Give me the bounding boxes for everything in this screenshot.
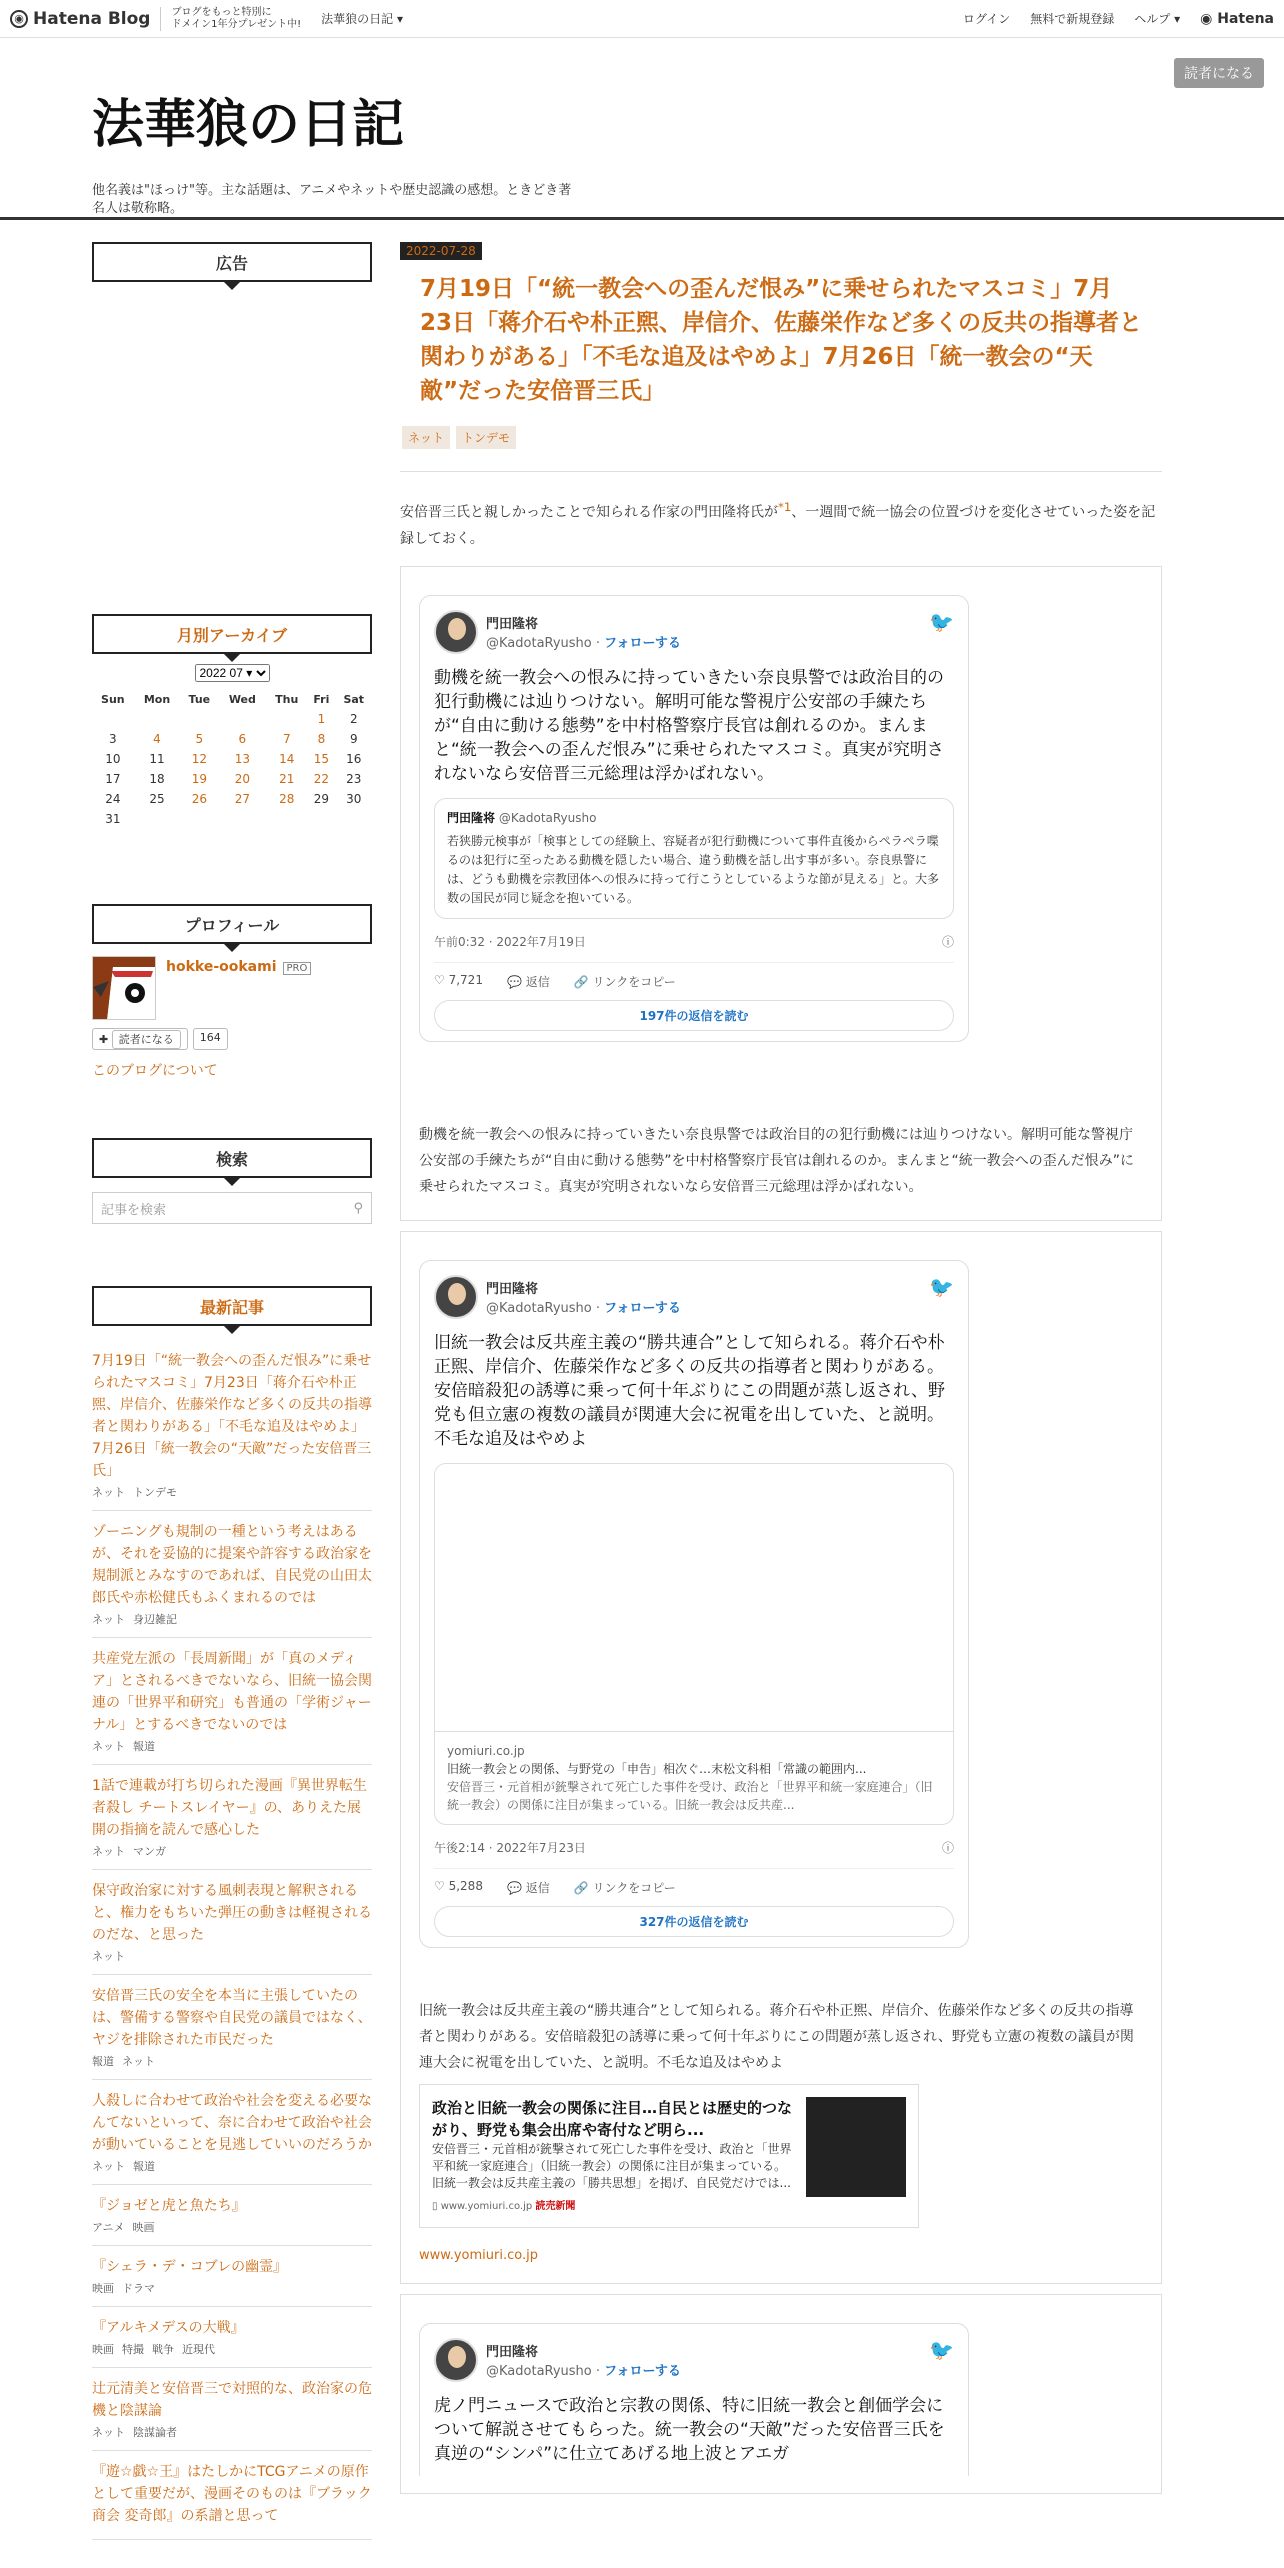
category-link[interactable]: ドラマ	[122, 2282, 155, 2295]
ad-module	[92, 242, 372, 282]
calendar-day	[266, 709, 307, 729]
tweet-embed-1[interactable]: 門田隆将 @KadotaRyusho · フォローする 🐦 動機を統一教会への恨みに持っていきたい奈良県警では政治目的の犯行動機には辿りつけない。解明可能な警視庁公安部の手練たちが“自由に動ける態勢”を中村格警察庁長官は創れるのか。まんまと“統一教会への歪んだ恨み”に乗せられたマスコミ。真実が究明されないなら安倍晋三元総理は浮かばれない。 門田隆将 @KadotaRyusho 若狭勝元検事が「検事としての経験上、容疑者が犯行動機について事件直後からペラペラ喋るのは犯行に至ったある動機を隠したい場合、違う動機を話し出す事が多い。奈良県警には、どうも動機を宗教団体への恨みに持って行こうとしているような節が見える」と。大多数の国民が同じ疑念を抱いている。 午前0:32 · 2022年7月19日 ⓘ ♡ 7,721 💬 返信 🔗 リンクをコピー 197件の返信を読む	[419, 595, 969, 1042]
pro-badge: PRO	[283, 962, 312, 975]
calendar-day	[180, 809, 218, 829]
profile-heading: プロフィール	[92, 904, 372, 944]
search-icon[interactable]: ⚲	[353, 1200, 363, 1216]
like-button[interactable]	[434, 1879, 483, 1896]
like-count: 5,288	[448, 1878, 483, 1893]
card-desc: 安倍晋三・元首相が銃撃されて死亡した事件を受け、政治と「世界平和統一家庭連合」（旧統一教会）の関係に注目が集まっている。旧統一教会は反共産...	[447, 1779, 933, 1812]
calendar-day[interactable]: 19	[191, 772, 207, 786]
avatar[interactable]	[434, 1275, 478, 1319]
blockquote-3	[400, 2294, 1162, 2494]
recent-entry	[92, 1340, 372, 1511]
sidebar-subscribe-button[interactable]: ✚ 読者になる	[92, 1028, 188, 1050]
archive-module	[92, 614, 372, 829]
promo-banner[interactable]	[171, 7, 301, 31]
divider	[160, 7, 161, 31]
hatena-label: Hatena	[1217, 10, 1274, 27]
weekday-header: Fri	[313, 693, 330, 706]
recent-entry-title[interactable]: 共産党左派の「長周新聞」が「真のメディア」とされるべきでないなら、旧統一協会関連の「世界平和研究」も普通の「学術ジャーナル」とするべきでないのでは	[92, 1651, 372, 1733]
card-image	[435, 1464, 953, 1732]
hatena-blog-logo[interactable]	[10, 9, 150, 29]
recent-entry	[92, 1511, 372, 1638]
calendar-day[interactable]: 15	[313, 752, 330, 766]
follow-link[interactable]: フォローする	[604, 635, 681, 651]
category-link[interactable]: 報道	[92, 2055, 114, 2068]
archive-month-select[interactable]	[195, 664, 270, 682]
recent-entry	[92, 2307, 372, 2368]
copy-label: リンクをコピー	[592, 974, 676, 989]
recent-entry	[92, 2368, 372, 2451]
recent-entry-title[interactable]: 保守政治家に対する風刺表現と解釈されると、権力をもちいた弾圧の動きは軽視されるのだな、と思った	[92, 1883, 372, 1943]
calendar-day: 30	[346, 792, 362, 806]
calendar-day: 18	[149, 772, 165, 786]
recent-entry	[92, 2080, 372, 2185]
calendar-day[interactable]: 26	[191, 792, 207, 806]
reply-label: 返信	[525, 974, 550, 989]
recent-entry	[92, 2451, 372, 2540]
category-link[interactable]: 近現代	[182, 2343, 215, 2356]
calendar-day: 25	[149, 792, 165, 806]
twitter-bird-icon[interactable]: 🐦	[929, 2337, 954, 2362]
calendar-day[interactable]: 27	[234, 792, 250, 806]
calendar-table	[92, 690, 372, 829]
info-icon[interactable]: ⓘ	[941, 934, 954, 949]
subscribe-label: 読者になる	[112, 1030, 181, 1049]
page-icon: ▯	[432, 2200, 438, 2212]
reply-button[interactable]	[507, 1879, 550, 1896]
recent-entry-categories	[92, 2280, 372, 2296]
category-link[interactable]: ネット	[92, 1950, 125, 1963]
wolf-avatar-icon	[93, 957, 156, 1020]
calendar	[92, 664, 372, 829]
category-link[interactable]: ネット	[92, 1613, 125, 1626]
calendar-day	[180, 709, 218, 729]
weekday-header: Sun	[101, 693, 125, 706]
calendar-day[interactable]: 12	[191, 752, 207, 766]
quoted-tweet[interactable]	[434, 798, 954, 919]
recent-entry	[92, 1870, 372, 1975]
tweet-body: 動機を統一教会への恨みに持っていきたい奈良県警では政治目的の犯行動機には辿りつけない。解明可能な警視庁公安部の手練たちが“自由に動ける態勢”を中村格警察庁長官は創れるのか。まんまと“統一教会への歪んだ恨み”に乗せられたマスコミ。真実が究明されないなら安倍晋三元総理は浮かばれない。	[434, 667, 944, 784]
link-icon: 🔗	[573, 1880, 589, 1895]
recent-heading: 最新記事	[92, 1286, 372, 1326]
recent-entry-title[interactable]: 1話で連載が打ち切られた漫画『異世界転生者殺し チートスレイヤー』の、ありえた展開の指摘を読んで感心した	[92, 1778, 367, 1838]
category-link[interactable]: マンガ	[133, 1845, 166, 1858]
heart-icon: ♡	[434, 1878, 445, 1893]
calendar-day	[218, 709, 266, 729]
entry-lead	[400, 494, 1162, 552]
recent-entry-title[interactable]: 辻元清美と安倍晋三で対照的な、政治家の危機と陰謀論	[92, 2381, 372, 2419]
news-title: 政治と旧統一教会の関係に注目…自民とは歴史的つながり、野党も集会出席や寄付など明ら...	[432, 2098, 793, 2139]
calendar-day	[134, 809, 181, 829]
twitter-bird-icon[interactable]: 🐦	[929, 609, 954, 634]
weekday-header: Tue	[188, 693, 211, 706]
copy-label: リンクをコピー	[592, 1880, 676, 1895]
lead-text-2: 、一週間で統一協会の位置づけを変化させていった姿を記録しておく。	[400, 504, 1156, 547]
blockquote-1	[400, 566, 1162, 1221]
recent-list	[92, 1340, 372, 2540]
help-menu[interactable]: ヘルプ ▾	[1134, 12, 1181, 26]
category-link[interactable]: 映画	[92, 2343, 114, 2356]
calendar-day: 23	[346, 772, 362, 786]
tweet-handle[interactable]: @KadotaRyusho	[486, 2363, 592, 2379]
tweet-author[interactable]: 門田隆将	[486, 616, 539, 632]
recent-entry-categories	[92, 2053, 372, 2069]
ad-heading: 広告	[92, 242, 372, 282]
follow-link[interactable]: フォローする	[604, 2363, 681, 2379]
recent-entry-categories	[92, 1484, 372, 1500]
blog-menu[interactable]: 法華狼の日記 ▾	[321, 12, 403, 26]
recent-module	[92, 1286, 372, 2540]
calendar-day[interactable]: 22	[313, 772, 330, 786]
avatar[interactable]	[434, 2338, 478, 2382]
calendar-day[interactable]: 14	[279, 752, 295, 766]
heart-icon: ♡	[434, 972, 445, 987]
recent-entry-categories	[92, 2424, 372, 2440]
entry-date[interactable]: 2022-07-28	[400, 242, 482, 260]
category-link[interactable]: ネット	[92, 2160, 125, 2173]
entry-category[interactable]: ネット	[402, 426, 450, 449]
recent-entry	[92, 1765, 372, 1870]
category-link[interactable]: トンデモ	[133, 1486, 177, 1499]
entry-categories	[402, 426, 1162, 449]
blog-title[interactable]: 法華狼の日記	[92, 94, 405, 155]
category-link[interactable]: 陰謀論者	[133, 2426, 177, 2439]
reply-icon: 💬	[506, 1880, 522, 1895]
promo-line1: ブログをもっと特別に	[171, 6, 272, 18]
category-link[interactable]: 身辺雑記	[133, 1613, 177, 1626]
calendar-day[interactable]: 6	[238, 732, 247, 746]
footnote-link[interactable]: *1	[778, 500, 792, 514]
subscriber-count: 164	[193, 1028, 228, 1050]
weekday-header: Wed	[228, 693, 256, 706]
calendar-day	[218, 809, 266, 829]
yomiuri-brand: 読売新聞	[535, 2200, 576, 2212]
reply-button[interactable]	[507, 973, 550, 990]
calendar-day[interactable]: 8	[317, 732, 326, 746]
copy-link-button[interactable]	[574, 973, 676, 990]
category-link[interactable]: ネット	[92, 1845, 125, 1858]
tweet-embed-3[interactable]: 門田隆将 @KadotaRyusho · フォローする 🐦 虎ノ門ニュースで政治と宗教の関係、特に旧統一教会と創価学会について解説させてもらった。統一教会の“天敵”だった安倍晋三氏を真逆の“シンパ”に仕立てあげる地上波とアエガ	[419, 2323, 969, 2476]
category-link[interactable]: 報道	[133, 1740, 155, 1753]
calendar-day: 3	[109, 732, 117, 746]
news-desc: 安倍晋三・元首相が銃撃されて死亡した事件を受け、政治と「世界平和統一家庭連合」（旧統一教会）の関係に注目が集まっている。旧統一教会は反共産主義の「勝共思想」を掲げ、自民党だけでは...	[432, 2141, 792, 2190]
blog-header	[0, 38, 1284, 220]
recent-entry-categories	[92, 2158, 372, 2174]
follow-link[interactable]: フォローする	[604, 1300, 681, 1316]
category-link[interactable]: 映画	[132, 2221, 155, 2234]
category-link[interactable]: アニメ	[92, 2221, 125, 2234]
calendar-day[interactable]: 13	[234, 752, 250, 766]
calendar-day: 9	[349, 732, 358, 746]
recent-entry-title[interactable]: 『遊☆戯☆王』はたしかにTCGアニメの原作として重要だが、漫画そのものは『ブラック商会 変奇郎』の系譜と思って	[92, 2464, 372, 2524]
calendar-day: 31	[105, 812, 121, 826]
like-button[interactable]	[434, 973, 483, 990]
profile-name[interactable]: hokke-ookami	[166, 959, 277, 975]
recent-entry-categories	[92, 2219, 372, 2235]
recent-entry-title[interactable]: 安倍晋三氏の安全を本当に主張していたのは、警備する警察や自民党の議員ではなく、ヤジを排除された市民だった	[92, 1988, 372, 2048]
twitter-bird-icon[interactable]: 🐦	[929, 1274, 954, 1299]
blockquote-2	[400, 1231, 1162, 2284]
hatena-logo-icon: ◉	[10, 10, 28, 28]
info-icon[interactable]: ⓘ	[941, 1840, 954, 1855]
profile-avatar[interactable]	[92, 956, 156, 1020]
calendar-day: 24	[105, 792, 121, 806]
link-card[interactable]	[434, 1463, 954, 1825]
quote-handle: @KadotaRyusho	[498, 810, 597, 825]
calendar-day: 10	[105, 752, 121, 766]
tweet-text-1: 動機を統一教会への恨みに持っていきたい奈良県警では政治目的の犯行動機には辿りつけない。解明可能な警視庁公安部の手練たちが“自由に動ける態勢”を中村格警察庁長官は創れるのか。まんまと“統一教会への歪んだ恨み”に乗せられたマスコミ。真実が究明されないなら安倍晋三元総理は浮かばれない。	[419, 1126, 1135, 1195]
quote-body: 若狭勝元検事が「検事としての経験上、容疑者が犯行動機について事件直後からペラペラ喋るのは犯行に至ったある動機を隠したい場合、違う動機を話し出す事が多い。奈良県警には、どうも動機を宗教団体への恨みに持って行こうとしているような節が見える」と。大多数の国民が同じ疑念を抱いている。	[447, 833, 940, 905]
calendar-day[interactable]: 21	[279, 772, 295, 786]
calendar-day	[266, 809, 307, 829]
recent-entry-title[interactable]: 『シェラ・デ・コブレの幽霊』	[92, 2259, 288, 2275]
tweet-body: 虎ノ門ニュースで政治と宗教の関係、特に旧統一教会と創価学会について解説させてもらった。統一教会の“天敵”だった安倍晋三氏を真逆の“シンパ”に仕立てあげる地上波とアエガ	[434, 2395, 945, 2464]
tweet-time[interactable]: 午前0:32 · 2022年7月19日	[434, 934, 586, 949]
recent-entry-title[interactable]: 『アルキメデスの大戦』	[92, 2320, 245, 2336]
news-domain: www.yomiuri.co.jp	[440, 2200, 533, 2212]
tweet-author[interactable]: 門田隆将	[486, 2344, 539, 2360]
entry-title[interactable]: 7月19日「“統一教会への歪んだ恨み”に乗せられたマスコミ」7月23日「蒋介石や朴正煕、岸信介、佐藤栄作など多くの反共の指導者と関わりがある」「不毛な追及はやめよ」7月26日「統一教会の“天敵”だった安倍晋三氏」	[420, 276, 1143, 404]
tweet-author[interactable]: 門田隆将	[486, 1281, 539, 1297]
calendar-day[interactable]: 20	[234, 772, 250, 786]
calendar-day	[92, 709, 134, 729]
entry-category[interactable]: トンデモ	[456, 426, 516, 449]
recent-entry-categories	[92, 1948, 372, 1964]
signup-link[interactable]: 無料で新規登録	[1030, 12, 1115, 26]
profile-module	[92, 904, 372, 1080]
tweet-body: 旧統一教会は反共産主義の“勝共連合”として知られる。蒋介石や朴正煕、岸信介、佐藤栄作など多くの反共の指導者と関わりがある。安倍暗殺犯の誘導に乗って何十年ぶりにこの問題が蒸し返され、野党も但立憲の複数の議員が関連大会に祝電を出していた、と説明。不毛な追及はやめよ	[434, 1332, 946, 1449]
category-link[interactable]: 映画	[92, 2282, 114, 2295]
hatena-link[interactable]: ◉ Hatena	[1200, 10, 1274, 27]
tweet-handle[interactable]: @KadotaRyusho	[486, 635, 592, 651]
category-link[interactable]: ネット	[92, 1740, 125, 1753]
blog-description: 他名義は"ほっけ"等。主な話題は、アニメやネットや歴史認識の感想。ときどき著名人は敬称略。	[92, 183, 572, 216]
card-domain: yomiuri.co.jp	[447, 1743, 525, 1758]
calendar-day: 29	[313, 792, 330, 806]
recent-entry-categories	[92, 1611, 372, 1627]
recent-entry-title[interactable]: ゾーニングも規制の一種という考えはあるが、それを妥協的に提案や許容する政治家を規制派とみなすのであれば、自民党の山田太郎氏や赤松健氏もふくまれるのでは	[92, 1524, 372, 1606]
search-input[interactable]	[92, 1192, 372, 1224]
read-replies-button[interactable]: 327件の返信を読む	[434, 1906, 954, 1937]
category-link[interactable]: 戦争	[152, 2343, 174, 2356]
tweet-handle[interactable]: @KadotaRyusho	[486, 1300, 592, 1316]
entry	[400, 240, 1162, 2494]
category-link[interactable]: ネット	[92, 2426, 125, 2439]
divider	[400, 471, 1162, 472]
category-link[interactable]: 特撮	[122, 2343, 144, 2356]
search-module	[92, 1138, 372, 1224]
weekday-header: Mon	[143, 693, 171, 706]
subscribe-button[interactable]: 読者になる	[1174, 58, 1264, 88]
search-placeholder: 記事を検索	[101, 1202, 167, 1218]
calendar-day[interactable]: 7	[282, 732, 291, 746]
weekday-header: Sat	[343, 693, 365, 706]
calendar-day[interactable]: 4	[153, 732, 161, 746]
global-header	[0, 0, 1284, 38]
calendar-day[interactable]: 28	[279, 792, 295, 806]
login-link[interactable]: ログイン	[962, 12, 1011, 26]
lead-text: 安倍晋三氏と親しかったことで知られる作家の門田隆将氏が	[400, 504, 778, 521]
calendar-day	[134, 709, 181, 729]
card-title: 旧統一教会との関係、与野党の「申告」相次ぐ…末松文科相「常識の範囲内...	[447, 1761, 867, 1776]
about-link[interactable]: このブログについて	[92, 1063, 218, 1079]
calendar-day: 11	[149, 752, 165, 766]
calendar-day: 2	[349, 712, 358, 726]
source-link[interactable]: www.yomiuri.co.jp	[419, 2247, 538, 2263]
recent-entry	[92, 1975, 372, 2080]
recent-entry	[92, 1638, 372, 1765]
category-link[interactable]: ネット	[122, 2055, 155, 2068]
calendar-day: 16	[346, 752, 362, 766]
reply-icon: 💬	[506, 974, 522, 989]
archive-heading: 月別アーカイブ	[92, 614, 372, 654]
recent-entry	[92, 2246, 372, 2307]
recent-entry-categories	[92, 1738, 372, 1754]
recent-entry	[92, 2185, 372, 2246]
calendar-day[interactable]: 5	[195, 732, 204, 746]
tweet-embed-2[interactable]: 門田隆将 @KadotaRyusho · フォローする 🐦 旧統一教会は反共産主義の“勝共連合”として知られる。蒋介石や朴正煕、岸信介、佐藤栄作など多くの反共の指導者と関わりがある。安倍暗殺犯の誘導に乗って何十年ぶりにこの問題が蒸し返され、野党も但立憲の複数の議員が関連大会に祝電を出していた、と説明。不毛な追及はやめよ yomiuri.co.jp 旧統一教会との関係、与野党の「申告」相次ぐ…末松文科相「常識の範囲内... 安倍晋三・元首相が銃撃されて死亡した事件を受け、政治と「世界平和統一家庭連合」（旧統一教会）の関係に注目が集まっている。旧統一教会は反共産... 午後2:14 · 2022年7月23日 ⓘ ♡ 5,288 💬 返信 🔗 リンクをコピー 327件の返信を読む	[419, 1260, 969, 1948]
calendar-day[interactable]: 1	[317, 712, 326, 726]
news-photo	[806, 2097, 906, 2197]
search-heading: 検索	[92, 1138, 372, 1178]
link-icon: 🔗	[573, 974, 589, 989]
tweet-time[interactable]: 午後2:14 · 2022年7月23日	[434, 1840, 586, 1855]
category-link[interactable]: 報道	[133, 2160, 155, 2173]
quote-author: 門田隆将	[447, 810, 496, 825]
recent-entry-categories	[92, 2341, 372, 2357]
avatar[interactable]	[434, 610, 478, 654]
recent-entry-categories	[92, 1843, 372, 1859]
calendar-day	[336, 809, 372, 829]
recent-entry-title[interactable]: 『ジョゼと虎と魚たち』	[92, 2198, 246, 2214]
recent-entry-title[interactable]: 人殺しに合わせて政治や社会を変える必要なんてないといって、奈に合わせて政治や社会が動いていることを見逃していいのだろうか	[92, 2093, 372, 2153]
like-count: 7,721	[448, 972, 483, 987]
read-replies-button[interactable]: 197件の返信を読む	[434, 1000, 954, 1031]
logo-text: Hatena Blog	[33, 8, 151, 29]
calendar-day	[307, 809, 335, 829]
calendar-day: 17	[105, 772, 121, 786]
recent-entry-title[interactable]: 7月19日「“統一教会への歪んだ恨み”に乗せられたマスコミ」7月23日「蒋介石や朴正煕、岸信介、佐藤栄作など多くの反共の指導者と関わりがある」「不毛な追及はやめよ」7月26日「統一教会の“天敵”だった安倍晋三氏」	[92, 1353, 372, 1479]
tweet-text-2: 旧統一教会は反共産主義の“勝共連合”として知られる。蒋介石や朴正煕、岸信介、佐藤栄作など多くの反共の指導者と関わりがある。安倍暗殺犯の誘導に乗って何十年ぶりにこの問題が蒸し返され、野党も立憲の複数の議員が関連大会に祝電を出していた、と説明。不毛な追及はやめよ	[419, 2002, 1134, 2071]
weekday-header: Thu	[275, 693, 299, 706]
reply-label: 返信	[525, 1880, 550, 1895]
promo-line2: ドメイン1年分プレゼント中!	[171, 18, 302, 30]
category-link[interactable]: ネット	[92, 1486, 125, 1499]
news-embed-card[interactable]	[419, 2084, 919, 2228]
copy-link-button[interactable]	[574, 1879, 676, 1896]
